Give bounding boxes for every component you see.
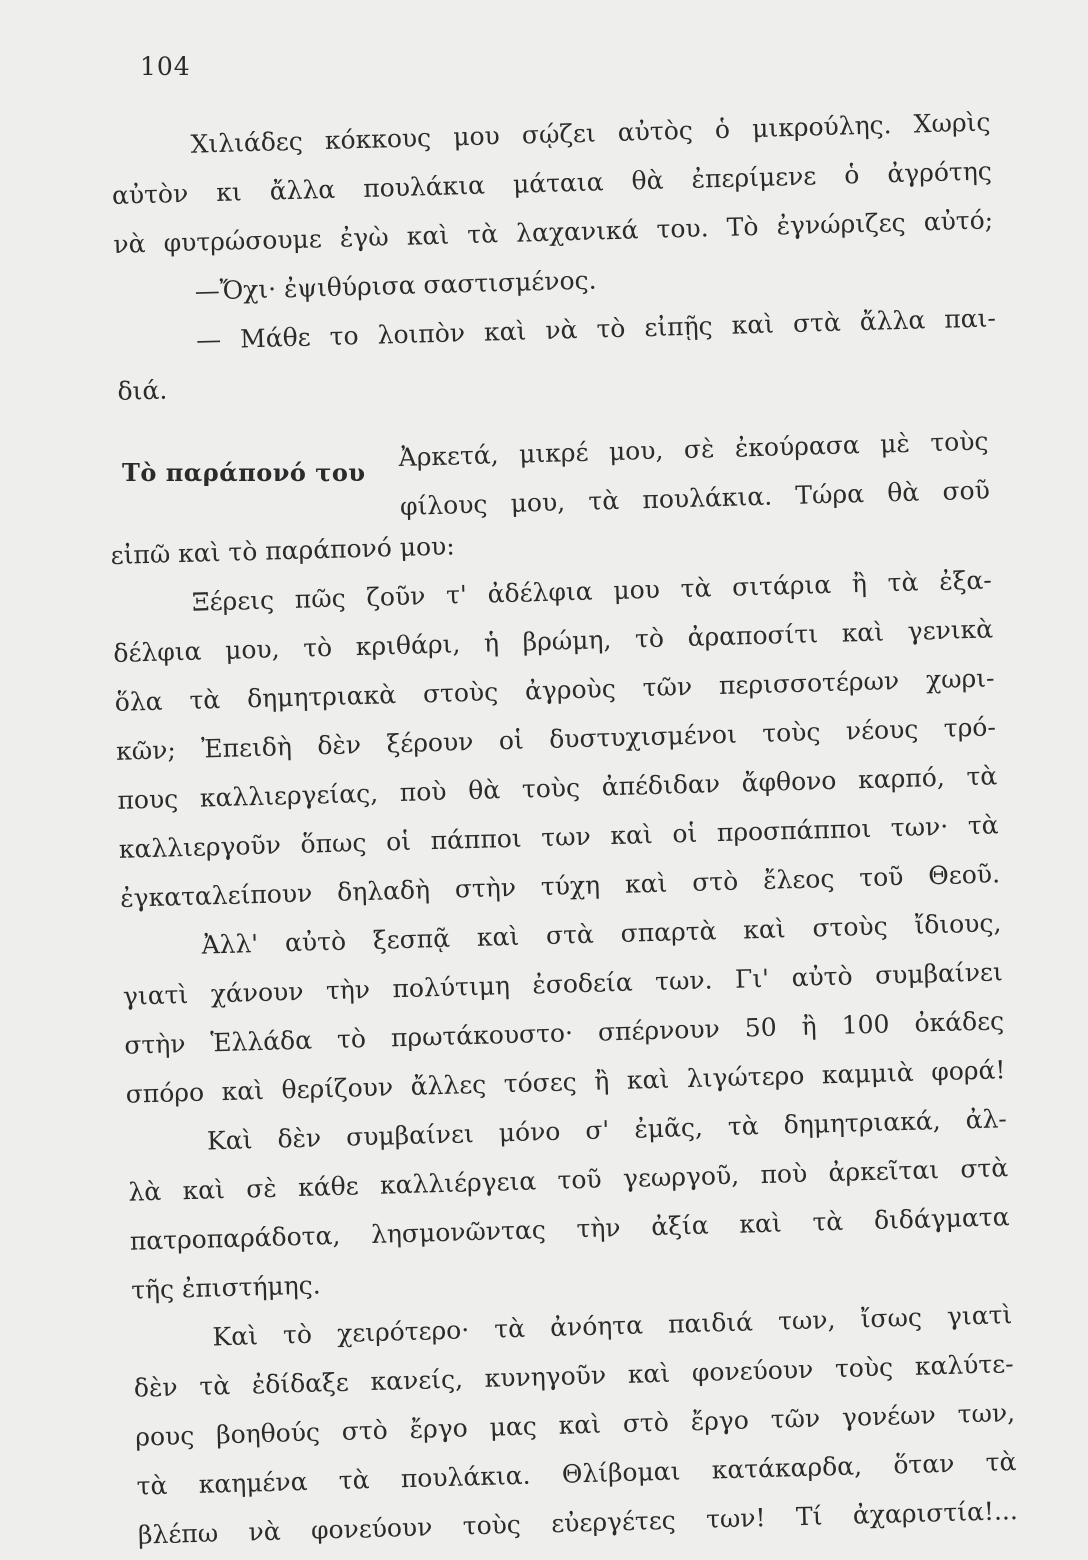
text-line: τῆς ἐπιστήμης.: [130, 1270, 321, 1305]
text-line: Ἀλλ' αὐτὸ ξεσπᾷ καὶ στὰ σπαρτὰ καὶ στοὺς ἴδιους,: [201, 908, 1002, 960]
text-line: κῶν; Ἐπειδὴ δὲν ξέρουν οἱ δυστυχισμένοι τοὺς νέους τρό-: [115, 712, 997, 766]
text-line: Ἀρκετά, μικρέ μου, σὲ ἐκούρασα μὲ τοὺς: [398, 426, 989, 472]
text-line: φίλους μου, τὰ πουλάκια. Τώρα θὰ σοῦ: [399, 475, 991, 521]
text-line: γιατὶ χάνουν τὴν πολύτιμη ἐσοδεία των. Γι' αὐτὸ συμβαίνει: [122, 957, 1004, 1011]
text-line: Καὶ τὸ χειρότερο· τὰ ἀνόητα παιδιά των, ἴσως γιατὶ: [212, 1300, 1013, 1352]
text-line: καλλιεργοῦν ὅπως οἱ πάπποι των καὶ οἱ προσπάπποι των· τὰ: [118, 810, 999, 864]
intro-paragraphs: [110, 97, 998, 415]
text-line: βλέπω νὰ φονεύουν τοὺς εὐεργέτες των! Τί ἀχαριστία!...: [137, 1496, 1019, 1550]
text-line: ὅλα τὰ δημητριακὰ στοὺς ἀγροὺς τῶν περισσοτέρων χωρι-: [114, 663, 995, 717]
main-paragraphs: [110, 506, 1018, 1559]
text-line: πατροπαράδοτα, λησμονῶντας τὴν ἀξία καὶ τὰ διδάγματα: [129, 1202, 1010, 1256]
text-line: —Ὄχι· ἐψιθύρισα σαστισμένος.: [194, 265, 597, 306]
text-line: πους καλλιεργείας, ποὺ θὰ τοὺς ἀπέδιδαν ἄφθονο καρπό, τὰ: [117, 761, 998, 815]
text-line: δέλφια μου, τὸ κριθάρι, ἡ βρώμη, τὸ ἀραποσίτι καὶ γενικὰ: [113, 614, 994, 668]
text-line: ἐγκαταλείπουν δηλαδὴ στὴν τύχη καὶ στὸ ἔλεος τοῦ Θεοῦ.: [119, 859, 1001, 913]
text-line: εἰπῶ καὶ τὸ παράπονό μου:: [110, 531, 456, 570]
section-heading: Τὸ παράπονό του: [122, 458, 366, 487]
text-line: — Μάθε το λοιπὸν καὶ νὰ τὸ εἰπῇς καὶ στὰ ἄλλα παι-: [195, 303, 997, 355]
text-line: διά.: [117, 375, 168, 406]
text-line: δὲν τὰ ἐδίδαξε κανείς, κυνηγοῦν καὶ φονεύουν τοὺς καλύτε-: [133, 1349, 1015, 1403]
text-line: νὰ φυτρώσουμε ἐγὼ καὶ τὰ λαχανικά του. Τὸ ἐγνώριζες αὐτό;: [113, 205, 994, 259]
text-line: σπόρο καὶ θερίζουν ἄλλες τόσες ἢ καὶ λιγώτερο καμμιὰ φορά!: [125, 1055, 1006, 1109]
text-line: λὰ καὶ σὲ κάθε καλλιέργεια τοῦ γεωργοῦ, ποὺ ἀρκεῖται στὰ: [128, 1153, 1009, 1207]
text-line: ρους βοηθούς στὸ ἔργο μας καὶ στὸ ἔργο τῶν γονέων των,: [134, 1398, 1016, 1452]
text-line: στὴν Ἑλλάδα τὸ πρωτάκουστο· σπέρνουν 50 ἢ 100 ὀκάδες: [123, 1006, 1005, 1060]
text-line: τὰ καημένα τὰ πουλάκια. Θλίβομαι κατάκαρδα, ὅταν τὰ: [136, 1447, 1017, 1501]
page-number: 104: [140, 52, 191, 81]
text-line: Ξέρεις πῶς ζοῦν τ' ἀδέλφια μου τὰ σιτάρια ἢ τὰ ἐξα-: [191, 565, 993, 617]
text-line: Καὶ δὲν συμβαίνει μόνο σ' ἐμᾶς, τὰ δημητριακά, ἀλ-: [206, 1104, 1008, 1156]
text-line: αὐτὸν κι ἄλλα πουλάκια μάταια θὰ ἐπερίμενε ὁ ἀγρότης: [111, 156, 993, 210]
text-line: Χιλιάδες κόκκους μου σῴζει αὐτὸς ὁ μικρούλης. Χωρὶς: [190, 107, 991, 159]
